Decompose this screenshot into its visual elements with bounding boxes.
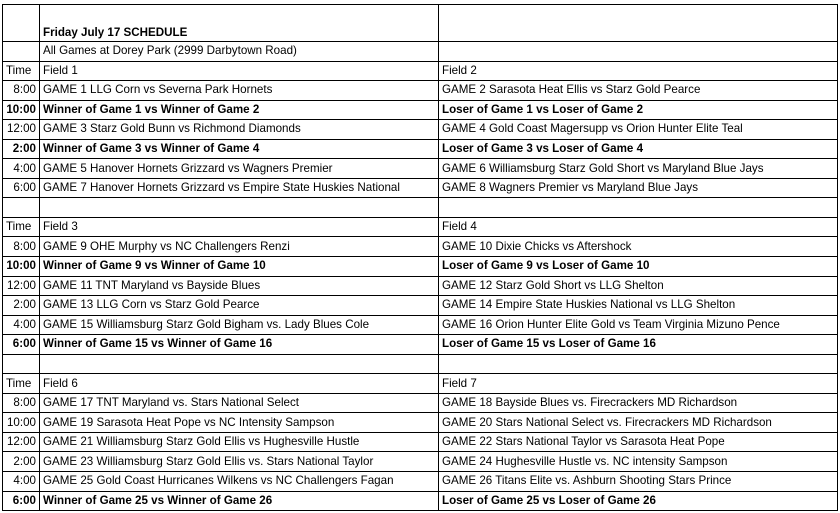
location-right-cell[interactable] — [439, 42, 838, 62]
game-time[interactable]: 6:00 — [3, 178, 40, 198]
game-left[interactable]: GAME 9 OHE Murphy vs NC Challengers Renzi — [40, 237, 439, 257]
game-time[interactable]: 6:00 — [3, 335, 40, 355]
spacer-cell[interactable] — [3, 354, 40, 374]
game-row — [3, 491, 838, 511]
game-left[interactable]: GAME 5 Hanover Hornets Grizzard vs Wagners Premier — [40, 159, 439, 179]
game-time[interactable]: 10:00 — [3, 100, 40, 120]
field-header-left[interactable]: Field 3 — [40, 217, 439, 237]
game-left[interactable]: Winner of Game 25 vs Winner of Game 26 — [40, 491, 439, 511]
game-row — [3, 413, 838, 433]
field-header-right[interactable]: Field 4 — [439, 217, 838, 237]
block-spacer-row — [3, 354, 838, 374]
game-right[interactable]: Loser of Game 25 vs Loser of Game 26 — [439, 491, 838, 511]
game-time[interactable]: 12:00 — [3, 120, 40, 140]
game-right[interactable]: Loser of Game 1 vs Loser of Game 2 — [439, 100, 838, 120]
game-time[interactable]: 6:00 — [3, 491, 40, 511]
game-row — [3, 120, 838, 140]
location-blank-cell[interactable] — [3, 42, 40, 62]
game-left[interactable]: Winner of Game 15 vs Winner of Game 16 — [40, 335, 439, 355]
game-row — [3, 139, 838, 159]
field-header-right[interactable]: Field 7 — [439, 374, 838, 394]
game-right[interactable]: GAME 22 Stars National Taylor vs Sarasota Heat Pope — [439, 432, 838, 452]
game-time[interactable]: 2:00 — [3, 296, 40, 316]
game-left[interactable]: Winner of Game 9 vs Winner of Game 10 — [40, 257, 439, 277]
game-row — [3, 315, 838, 335]
game-time[interactable]: 2:00 — [3, 139, 40, 159]
spacer-cell[interactable] — [439, 198, 838, 218]
game-left[interactable]: GAME 15 Williamsburg Starz Gold Bigham vs. Lady Blues Cole — [40, 315, 439, 335]
game-row — [3, 81, 838, 101]
game-row — [3, 335, 838, 355]
time-header[interactable]: Time — [3, 374, 40, 394]
spacer-cell[interactable] — [3, 198, 40, 218]
game-time[interactable]: 2:00 — [3, 452, 40, 472]
game-row — [3, 472, 838, 492]
game-row — [3, 276, 838, 296]
game-right[interactable]: GAME 16 Orion Hunter Elite Gold vs Team Virginia Mizuno Pence — [439, 315, 838, 335]
title-row — [3, 5, 838, 42]
time-header[interactable]: Time — [3, 217, 40, 237]
game-time[interactable]: 8:00 — [3, 237, 40, 257]
game-time[interactable]: 4:00 — [3, 315, 40, 335]
block-spacer-row — [3, 198, 838, 218]
game-time[interactable]: 8:00 — [3, 81, 40, 101]
game-time[interactable]: 12:00 — [3, 432, 40, 452]
spacer-cell[interactable] — [439, 354, 838, 374]
game-left[interactable]: GAME 17 TNT Maryland vs. Stars National Select — [40, 393, 439, 413]
game-left[interactable]: GAME 1 LLG Corn vs Severna Park Hornets — [40, 81, 439, 101]
game-left[interactable]: GAME 7 Hanover Hornets Grizzard vs Empire State Huskies National — [40, 178, 439, 198]
location-row — [3, 42, 838, 62]
game-left[interactable]: GAME 19 Sarasota Heat Pope vs NC Intensity Sampson — [40, 413, 439, 433]
game-right[interactable]: GAME 14 Empire State Huskies National vs LLG Shelton — [439, 296, 838, 316]
spacer-cell[interactable] — [40, 198, 439, 218]
field-header-row — [3, 61, 838, 81]
title-right-cell[interactable] — [439, 5, 838, 42]
schedule-table — [2, 4, 838, 511]
game-row — [3, 452, 838, 472]
game-left[interactable]: Winner of Game 1 vs Winner of Game 2 — [40, 100, 439, 120]
time-header[interactable]: Time — [3, 61, 40, 81]
game-right[interactable]: GAME 18 Bayside Blues vs. Firecrackers MD Richardson — [439, 393, 838, 413]
field-header-left[interactable]: Field 1 — [40, 61, 439, 81]
game-left[interactable]: GAME 3 Starz Gold Bunn vs Richmond Diamonds — [40, 120, 439, 140]
game-time[interactable]: 4:00 — [3, 472, 40, 492]
game-left[interactable]: Winner of Game 3 vs Winner of Game 4 — [40, 139, 439, 159]
game-right[interactable]: GAME 6 Williamsburg Starz Gold Short vs Maryland Blue Jays — [439, 159, 838, 179]
game-left[interactable]: GAME 11 TNT Maryland vs Bayside Blues — [40, 276, 439, 296]
field-header-row — [3, 374, 838, 394]
game-right[interactable]: GAME 26 Titans Elite vs. Ashburn Shooting Stars Prince — [439, 472, 838, 492]
location-text[interactable]: All Games at Dorey Park (2999 Darbytown Road) — [40, 42, 439, 62]
title-blank-cell[interactable] — [3, 5, 40, 42]
game-row — [3, 296, 838, 316]
game-left[interactable]: GAME 23 Williamsburg Starz Gold Ellis vs. Stars National Taylor — [40, 452, 439, 472]
game-right[interactable]: GAME 8 Wagners Premier vs Maryland Blue Jays — [439, 178, 838, 198]
game-right[interactable]: GAME 12 Starz Gold Short vs LLG Shelton — [439, 276, 838, 296]
game-time[interactable]: 4:00 — [3, 159, 40, 179]
game-row — [3, 178, 838, 198]
game-time[interactable]: 12:00 — [3, 276, 40, 296]
game-right[interactable]: GAME 20 Stars National Select vs. Firecrackers MD Richardson — [439, 413, 838, 433]
game-row — [3, 237, 838, 257]
game-left[interactable]: GAME 13 LLG Corn vs Starz Gold Pearce — [40, 296, 439, 316]
field-header-right[interactable]: Field 2 — [439, 61, 838, 81]
game-row — [3, 432, 838, 452]
game-row — [3, 393, 838, 413]
field-header-left[interactable]: Field 6 — [40, 374, 439, 394]
game-right[interactable]: Loser of Game 9 vs Loser of Game 10 — [439, 257, 838, 277]
game-row — [3, 257, 838, 277]
game-right[interactable]: GAME 4 Gold Coast Magersupp vs Orion Hunter Elite Teal — [439, 120, 838, 140]
game-left[interactable]: GAME 25 Gold Coast Hurricanes Wilkens vs NC Challengers Fagan — [40, 472, 439, 492]
game-time[interactable]: 8:00 — [3, 393, 40, 413]
game-left[interactable]: GAME 21 Williamsburg Starz Gold Ellis vs Hughesville Hustle — [40, 432, 439, 452]
game-time[interactable]: 10:00 — [3, 257, 40, 277]
game-right[interactable]: Loser of Game 3 vs Loser of Game 4 — [439, 139, 838, 159]
spacer-cell[interactable] — [40, 354, 439, 374]
game-right[interactable]: GAME 2 Sarasota Heat Ellis vs Starz Gold Pearce — [439, 81, 838, 101]
game-right[interactable]: GAME 10 Dixie Chicks vs Aftershock — [439, 237, 838, 257]
game-row — [3, 159, 838, 179]
schedule-title[interactable]: Friday July 17 SCHEDULE — [40, 5, 439, 42]
field-header-row — [3, 217, 838, 237]
game-row — [3, 100, 838, 120]
game-right[interactable]: GAME 24 Hughesville Hustle vs. NC intensity Sampson — [439, 452, 838, 472]
game-time[interactable]: 10:00 — [3, 413, 40, 433]
game-right[interactable]: Loser of Game 15 vs Loser of Game 16 — [439, 335, 838, 355]
